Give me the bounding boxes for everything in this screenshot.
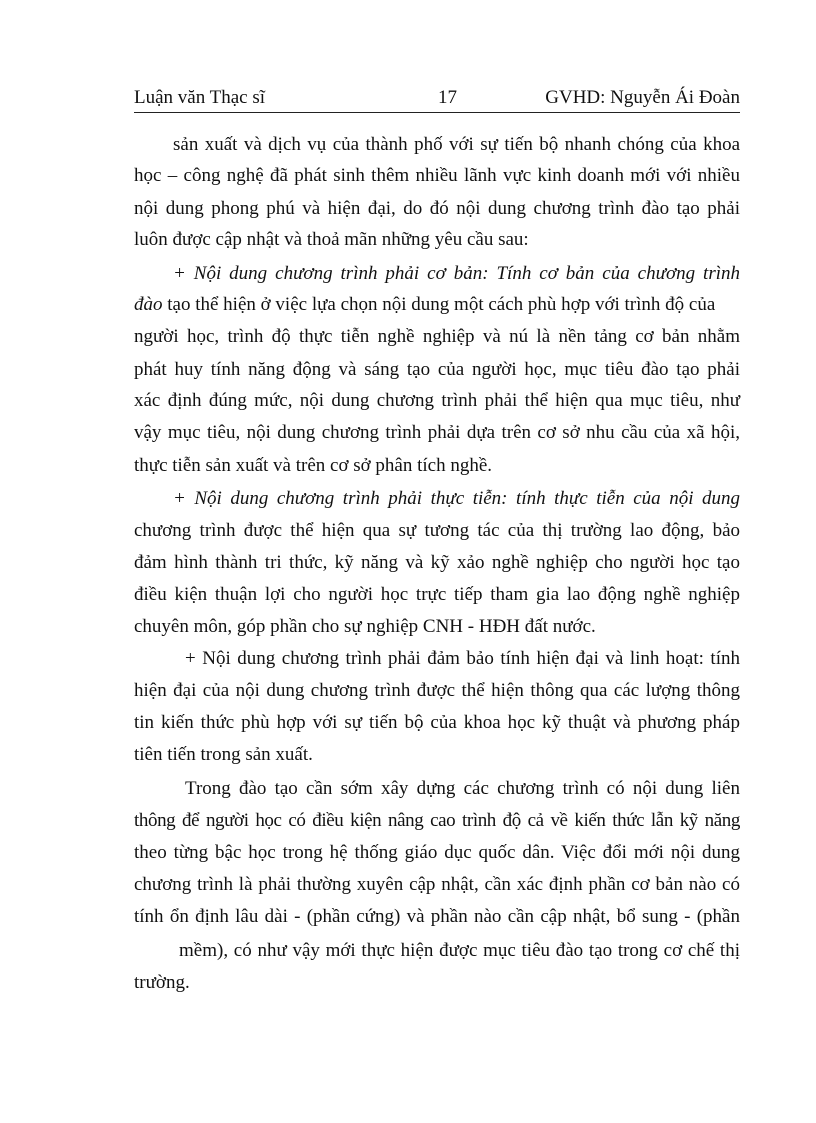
text-line: tiên tiến trong sản xuất. [134,744,313,765]
text-line: hiện đại của nội dung chương trình được thể hiện thông qua các lượng thông [134,680,740,701]
text-line: trường. [134,972,190,993]
text-line: theo từng bậc học trong hệ thống giáo dục quốc dân. Việc đổi mới nội dung [134,842,740,863]
text-line: xác định đúng mức, nội dung chương trình phải thể hiện qua mục tiêu, như [134,390,740,411]
text-line: thông để người học có điều kiện nâng cao trình độ cả về kiến thức lẫn kỹ năng [134,810,740,831]
header-advisor: GVHD: Nguyễn Ái Đoàn [545,87,740,108]
text-line: thực tiễn sản xuất và trên cơ sở phân tích nghề. [134,455,493,476]
text-line: nội dung phong phú và hiện đại, do đó nội dung chương trình đào tạo phải [134,198,740,219]
header-thesis-title: Luận văn Thạc sĩ [134,87,266,108]
text-line: + Nội dung chương trình phải đảm bảo tính hiện đại và linh hoạt: tính [185,648,740,669]
text-line-mixed [134,293,740,317]
text-line: vậy mục tiêu, nội dung chương trình phải dựa trên cơ sở nhu cầu của xã hội, [134,422,740,443]
text-line: mềm), có như vậy mới thực hiện được mục tiêu đào tạo trong cơ chế thị [179,940,740,961]
page-header [134,86,740,113]
text-fragment: tạo thể hiện ở việc lựa chọn nội dung một cách phù hợp với trình độ của [162,294,716,315]
text-line: tính ổn định lâu dài - (phần cứng) và phần nào cần cập nhật, bổ sung - (phần [134,906,740,927]
text-line: + Nội dung chương trình phải cơ bản: Tính cơ bản của chương trình [173,263,740,284]
text-line: chương trình được thể hiện qua sự tương tác của thị trường lao động, bảo [134,520,740,541]
text-line: chương trình là phải thường xuyên cập nhật, cần xác định phần cơ bản nào có [134,874,740,895]
text-line: + Nội dung chương trình phải thực tiễn: tính thực tiễn của nội dung [173,488,740,509]
italic-fragment: đào [134,294,163,315]
text-line: chuyên môn, góp phần cho sự nghiệp CNH - HĐH đất nước. [134,616,596,637]
page-number: 17 [438,87,457,108]
text-line: luôn được cập nhật và thoả mãn những yêu cầu sau: [134,229,529,250]
text-line: điều kiện thuận lợi cho người học trực tiếp tham gia lao động nghề nghiệp [134,584,740,605]
text-line: Trong đào tạo cần sớm xây dựng các chương trình có nội dung liên [185,778,740,799]
text-line: người học, trình độ thực tiễn nghề nghiệp và nú là nền tảng cơ bản nhằm [134,326,740,347]
text-line: sản xuất và dịch vụ của thành phố với sự tiến bộ nhanh chóng của khoa [173,134,740,155]
text-line: phát huy tính năng động và sáng tạo của người học, mục tiêu đào tạo phải [134,359,740,380]
text-line: tin kiến thức phù hợp với sự tiến bộ của khoa học kỹ thuật và phương pháp [134,712,740,733]
text-line: đảm hình thành tri thức, kỹ năng và kỹ xảo nghề nghiệp cho người học tạo [134,552,740,573]
text-line: học – công nghệ đã phát sinh thêm nhiều lãnh vực kinh doanh mới với nhiều [134,165,740,186]
